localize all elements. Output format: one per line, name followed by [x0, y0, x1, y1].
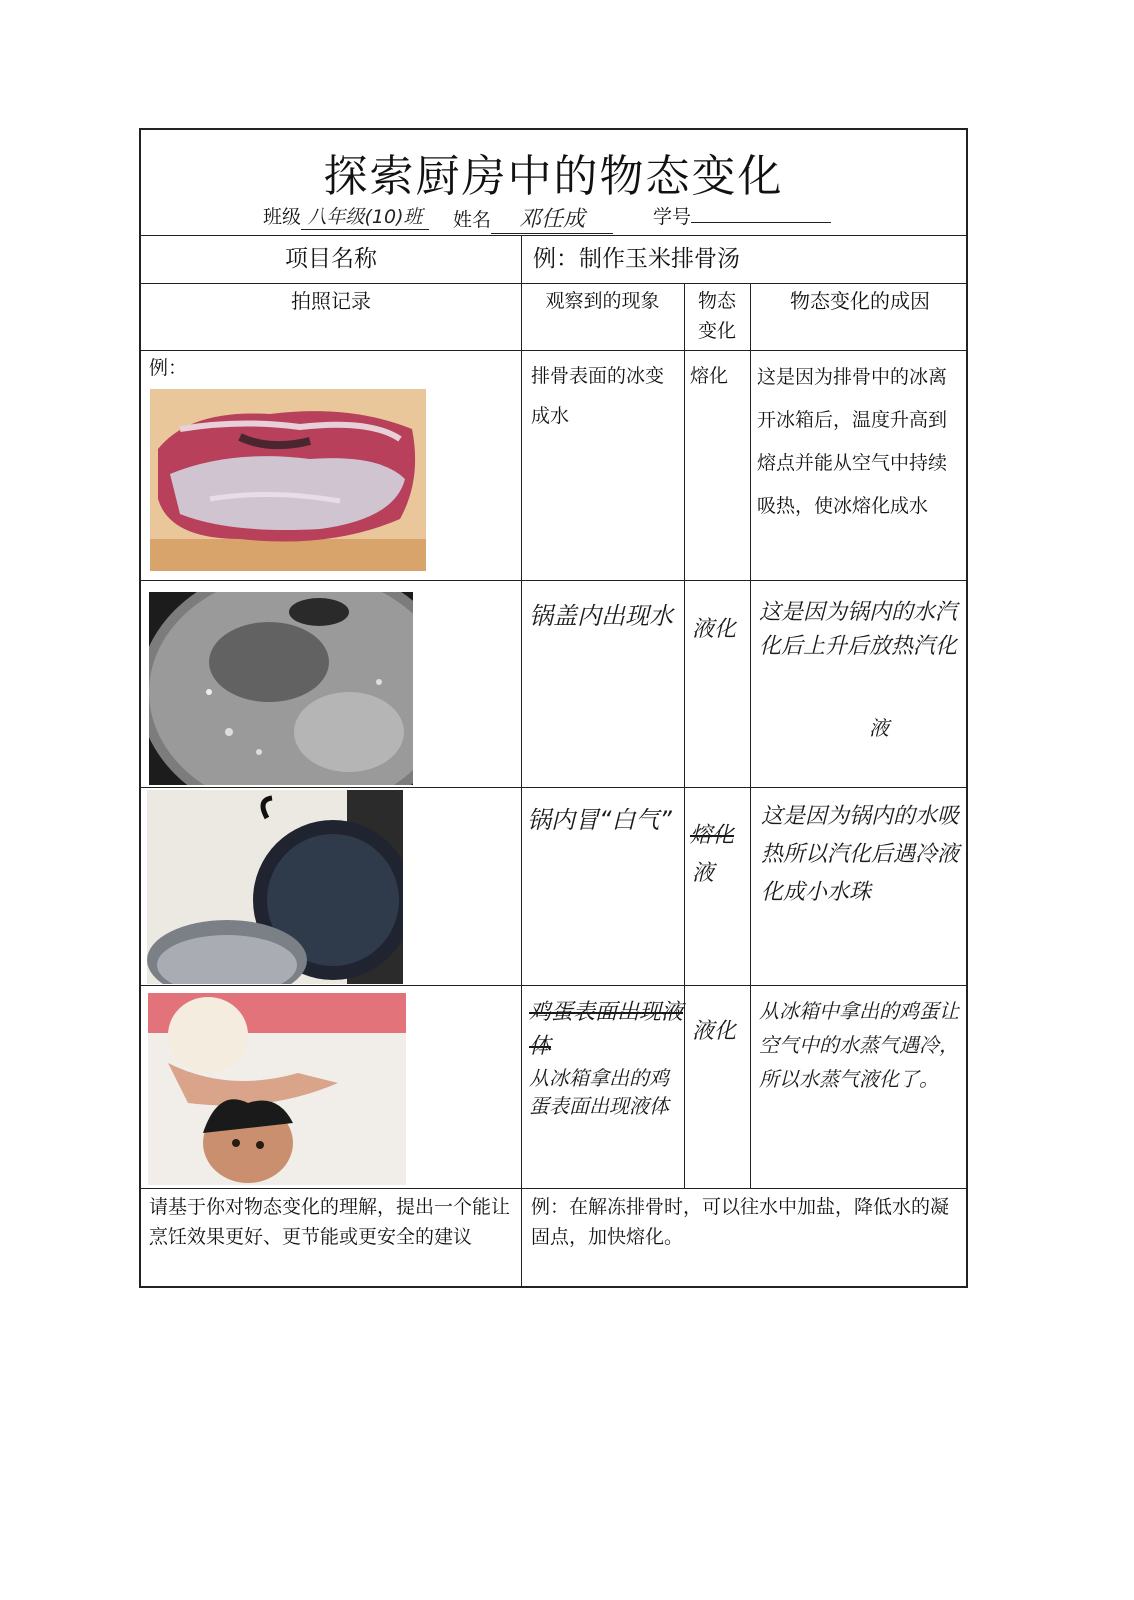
example-label: 例： — [149, 357, 188, 379]
row2-phenomenon: 锅内冒“白气” — [527, 806, 672, 834]
class-label: 班级 — [263, 206, 302, 228]
column-header-reason: 物态变化的成因 — [790, 289, 930, 313]
wok-steam-photo — [147, 790, 403, 984]
rule — [141, 787, 966, 788]
worksheet — [139, 128, 968, 1288]
project-label: 项目名称 — [285, 246, 377, 272]
row1-correction-mark: 液 — [869, 716, 889, 740]
rule — [141, 283, 966, 284]
row3-change: 液化 — [692, 1019, 737, 1044]
row2-change-struck: 熔化 — [690, 823, 735, 848]
class-value: 八年级(10)班 — [301, 202, 429, 230]
pot-lid-photo — [149, 592, 413, 785]
row1-reason: 这是因为锅内的水汽化后上升后放热汽化 — [759, 600, 958, 659]
example-phenomenon: 排骨表面的冰变成水 — [531, 365, 665, 427]
example-change: 熔化 — [690, 365, 729, 387]
rule — [141, 985, 966, 986]
name-label: 姓名 — [453, 209, 492, 231]
column-header-photo: 拍照记录 — [291, 289, 371, 313]
frozen-ribs-photo — [150, 389, 426, 571]
student-id-field — [653, 202, 831, 229]
student-id-label: 学号 — [653, 206, 692, 228]
row3-phenomenon-struck: 鸡蛋表面出现液体 — [529, 1000, 684, 1059]
row1-phenomenon: 锅盖内出现水 — [529, 602, 673, 630]
name-value: 邓任成 — [491, 202, 613, 234]
rule — [141, 580, 966, 581]
rule — [141, 1188, 966, 1189]
page-title: 探索厨房中的物态变化 — [323, 151, 784, 202]
student-id-value — [691, 202, 831, 223]
column-header-phenomenon: 观察到的现象 — [545, 290, 660, 312]
row3-phenomenon: 从冰箱拿出的鸡蛋表面出现液体 — [529, 1066, 669, 1118]
rule — [750, 283, 751, 1188]
row1-change: 液化 — [692, 617, 737, 642]
row2-reason: 这是因为锅内的水吸热所以汽化后遇冷液化成小水珠 — [761, 804, 960, 905]
row2-change: 液 — [692, 861, 715, 886]
egg-photo — [148, 993, 406, 1185]
class-field — [263, 202, 429, 230]
example-reason: 这是因为排骨中的冰离开冰箱后，温度升高到熔点并能从空气中持续吸热，使冰熔化成水 — [757, 366, 948, 517]
rule — [521, 235, 522, 1288]
suggestion-prompt: 请基于你对物态变化的理解，提出一个能让烹饪效果更好、更节能或更安全的建议 — [149, 1196, 511, 1248]
project-value: 例：制作玉米排骨汤 — [533, 246, 740, 272]
column-header-change: 物态变化 — [697, 290, 736, 342]
name-field — [453, 202, 613, 234]
rule — [141, 350, 966, 351]
rule — [684, 283, 685, 1188]
row3-reason: 从冰箱中拿出的鸡蛋让空气中的水蒸气遇冷，所以水蒸气液化了。 — [759, 999, 959, 1091]
suggestion-example: 例：在解冻排骨时，可以往水中加盐，降低水的凝固点，加快熔化。 — [531, 1196, 950, 1248]
